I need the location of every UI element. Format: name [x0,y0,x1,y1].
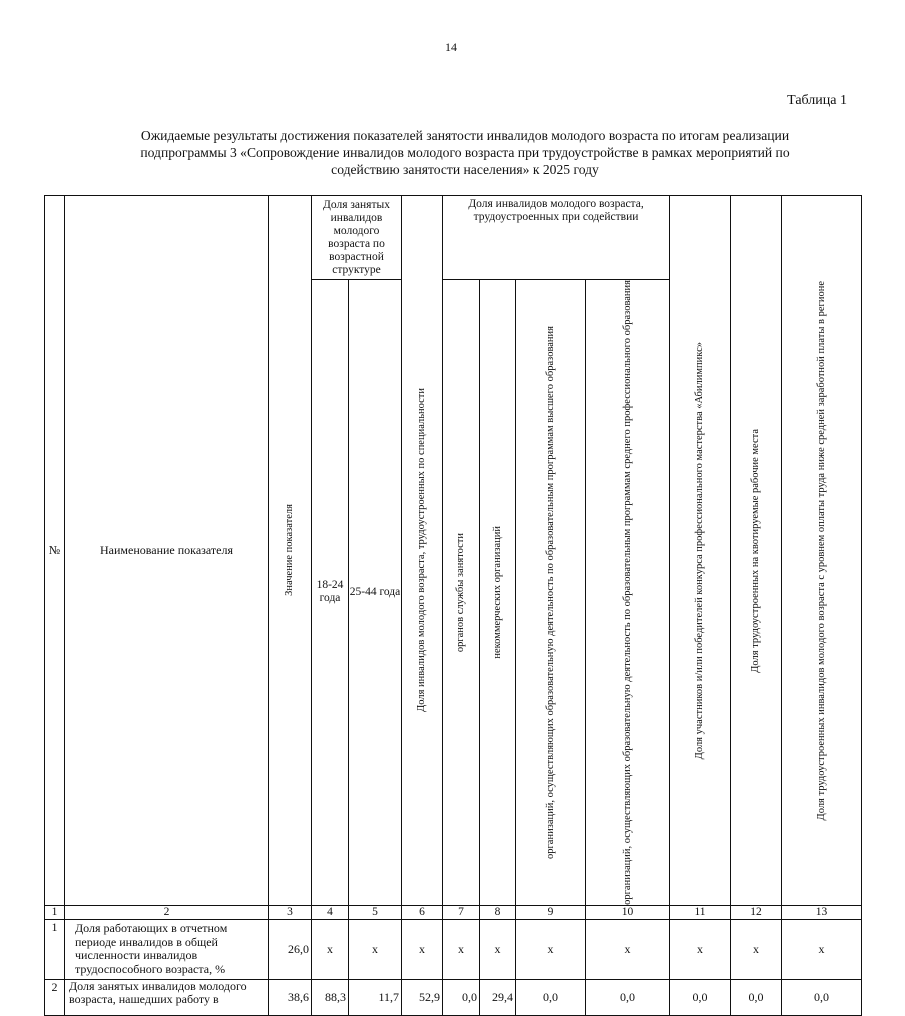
document-title [70,127,860,178]
table-label: Таблица 1 [787,93,847,108]
row-value: 29,4 [480,979,516,1015]
column-number-row [45,905,862,919]
row-value: x [312,919,349,979]
header-age-group: Доля занятых инвалидов молодого возраста по возрастной структуре [312,196,402,280]
column-number: 12 [731,905,782,919]
header-by-specialty: Доля инвалидов молодого возраста, трудоустроенных по специальности [402,196,443,906]
column-number: 6 [402,905,443,919]
header-higher-ed: организаций, осуществляющих образовательную деятельность по образовательным программам высшего образования [516,280,586,906]
column-number: 10 [586,905,670,919]
column-number: 9 [516,905,586,919]
title-line-1: Ожидаемые результаты достижения показателей занятости инвалидов молодого возраста по итогам реализации [140,128,790,143]
row-number: 1 [45,919,65,979]
row-value: 26,0 [269,919,312,979]
row-value: x [349,919,402,979]
row-value: x [516,919,586,979]
header-vocational-ed: организаций, осуществляющих образовательную деятельность по образовательным программам среднего профессионального образования [586,280,670,906]
header-age-18-24: 18-24 года [312,280,349,906]
column-number: 7 [443,905,480,919]
row-value: 0,0 [670,979,731,1015]
header-age-25-44: 25-44 года [349,280,402,906]
header-no: № [45,196,65,906]
row-value: x [670,919,731,979]
header-abilympics: Доля участников и/или победителей конкурса профессионального мастерства «Абилимпикс» [670,196,731,906]
row-value: x [731,919,782,979]
header-name: Наименование показателя [65,196,269,906]
header-quota: Доля трудоустроенных на квотируемые рабочие места [731,196,782,906]
column-number: 5 [349,905,402,919]
row-value: x [480,919,516,979]
table-row-1 [45,919,862,979]
header-below-avg-wage: Доля трудоустроенных инвалидов молодого возраста с уровнем оплаты труда ниже средней заработной платы в регионе [782,196,862,906]
column-number: 3 [269,905,312,919]
title-line-2: подпрограммы 3 «Сопровождение инвалидов молодого возраста при трудоустройстве в рамках мероприятий по [140,145,790,160]
table-container [44,195,862,1007]
row-value: 0,0 [586,979,670,1015]
row-name: Доля занятых инвалидов молодого возраста, нашедших работу в [65,979,269,1015]
column-number: 11 [670,905,731,919]
row-name: Доля работающих в отчетном периоде инвалидов в общей численности инвалидов трудоспособного возраста, % [65,919,269,979]
header-row-1 [45,196,862,280]
page-number: 14 [445,40,457,54]
column-number: 1 [45,905,65,919]
row-number: 2 [45,979,65,1015]
row-value: 0,0 [731,979,782,1015]
title-line-3: содействию занятости населения» к 2025 году [331,162,599,177]
results-table [44,195,862,1016]
column-number: 2 [65,905,269,919]
header-employment-service: органов службы занятости [443,280,480,906]
row-value: 0,0 [782,979,862,1015]
row-value: 11,7 [349,979,402,1015]
row-value: x [586,919,670,979]
header-nonprofit: некоммерческих организаций [480,280,516,906]
row-value: 52,9 [402,979,443,1015]
column-number: 13 [782,905,862,919]
header-assistance-group: Доля инвалидов молодого возраста, трудоустроенных при содействии [443,196,670,280]
row-value: x [443,919,480,979]
column-number: 4 [312,905,349,919]
row-value: x [402,919,443,979]
row-value: 0,0 [443,979,480,1015]
table-row-2 [45,979,862,1015]
row-value: 38,6 [269,979,312,1015]
header-value: Значение показателя [269,196,312,906]
column-number: 8 [480,905,516,919]
row-value: 88,3 [312,979,349,1015]
row-value: 0,0 [516,979,586,1015]
row-value: x [782,919,862,979]
